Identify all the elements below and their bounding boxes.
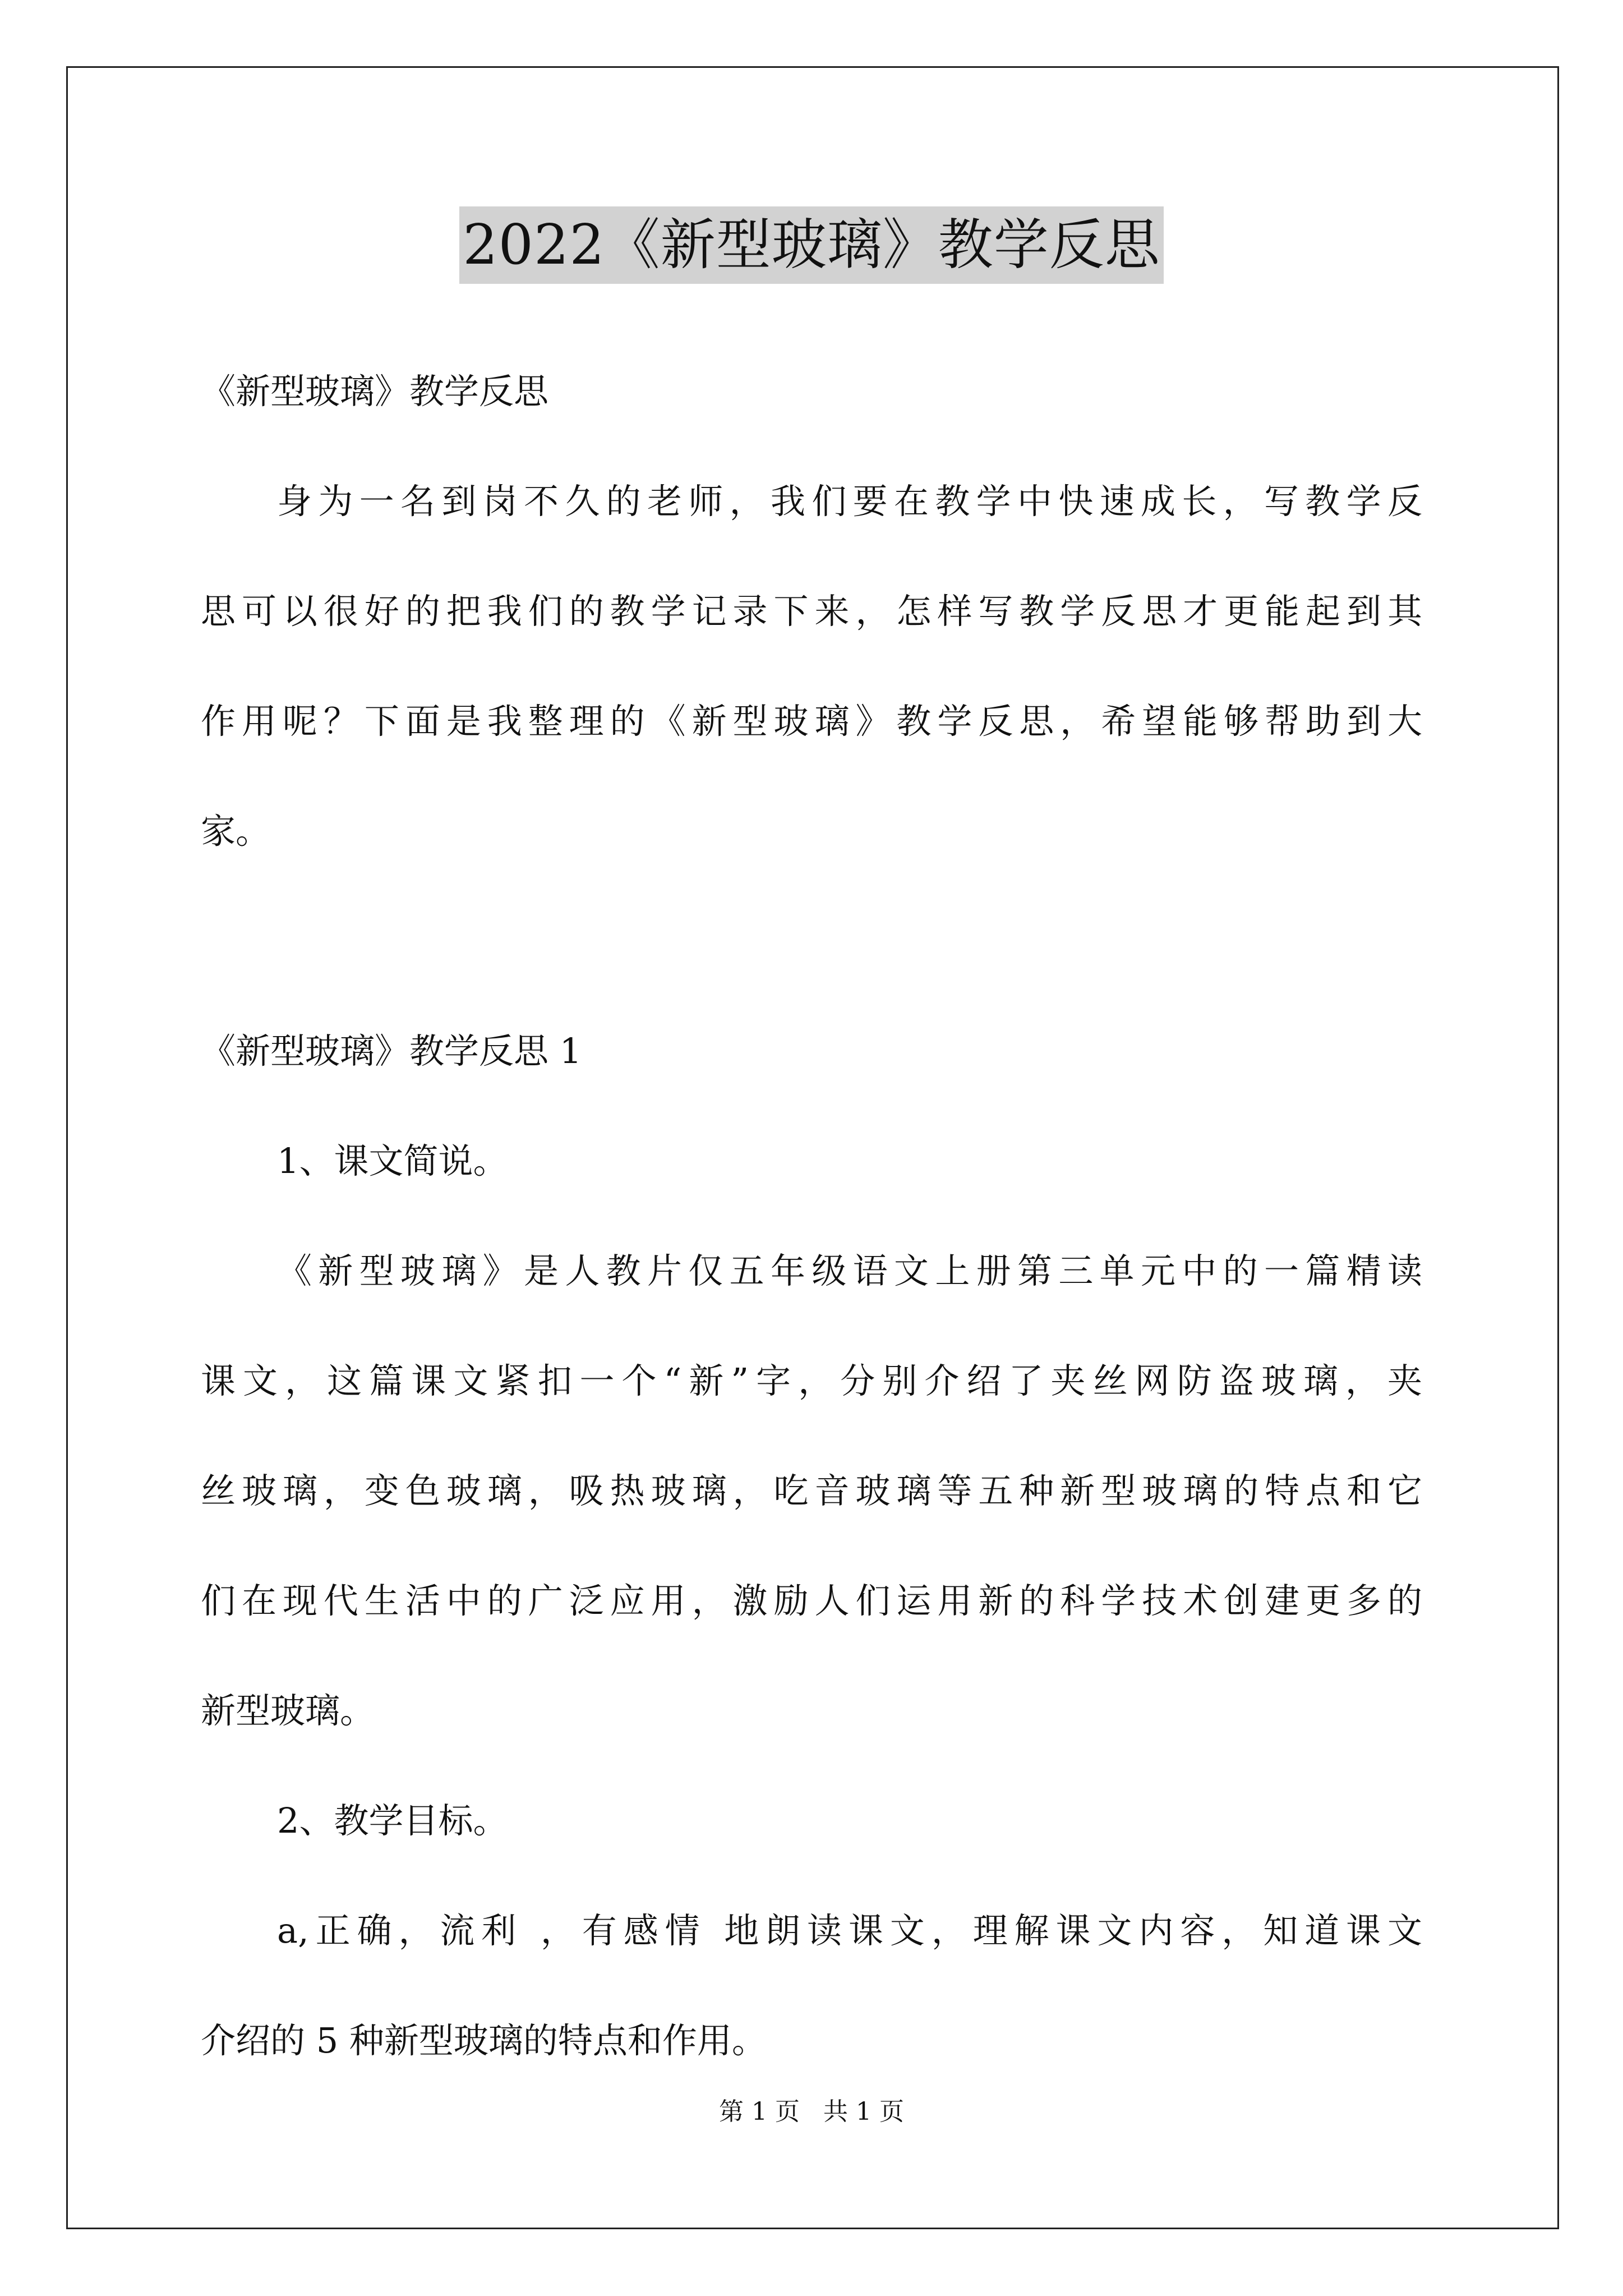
paragraph-line: 家。 <box>201 811 271 852</box>
title-wrap <box>0 206 1623 284</box>
section-heading: 《新型玻璃》教学反思 1 <box>201 1030 582 1071</box>
document-title: 2022《新型玻璃》教学反思 <box>459 206 1163 284</box>
document-body <box>201 337 1422 2096</box>
paragraph-line: 们在现代生活中的广泛应用，激励人们运用新的科学技术创建更多的 <box>201 1580 1422 1621</box>
list-item-heading: 1、课文简说。 <box>277 1140 508 1181</box>
blank-line <box>201 886 1422 996</box>
paragraph-line: 介绍的 5 种新型玻璃的特点和作用。 <box>201 2020 767 2061</box>
paragraph-line: 课文，这篇课文紧扣一个“新”字，分别介绍了夹丝网防盗玻璃，夹 <box>201 1360 1422 1401</box>
paragraph-line: 《新型玻璃》是人教片仅五年级语文上册第三单元中的一篇精读 <box>277 1250 1422 1291</box>
list-item-heading: 2、教学目标。 <box>277 1800 508 1841</box>
paragraph-line: 新型玻璃。 <box>201 1690 375 1731</box>
paragraph-line: 身为一名到岗不久的老师，我们要在教学中快速成长，写教学反 <box>277 481 1422 522</box>
paragraph-line: 思可以很好的把我们的教学记录下来，怎样写教学反思才更能起到其 <box>201 591 1422 632</box>
page-footer <box>0 2095 1623 2129</box>
paragraph-line: 作用呢？下面是我整理的《新型玻璃》教学反思，希望能够帮助到大 <box>201 701 1422 742</box>
section-heading: 《新型玻璃》教学反思 <box>201 371 549 412</box>
paragraph-line: a,正确，流利 ，有感情 地朗读课文，理解课文内容，知道课文 <box>277 1910 1422 1951</box>
page-number: 第 1 页 共 1 页 <box>719 2097 904 2126</box>
paragraph-line: 丝玻璃，变色玻璃，吸热玻璃，吃音玻璃等五种新型玻璃的特点和它 <box>201 1470 1422 1511</box>
